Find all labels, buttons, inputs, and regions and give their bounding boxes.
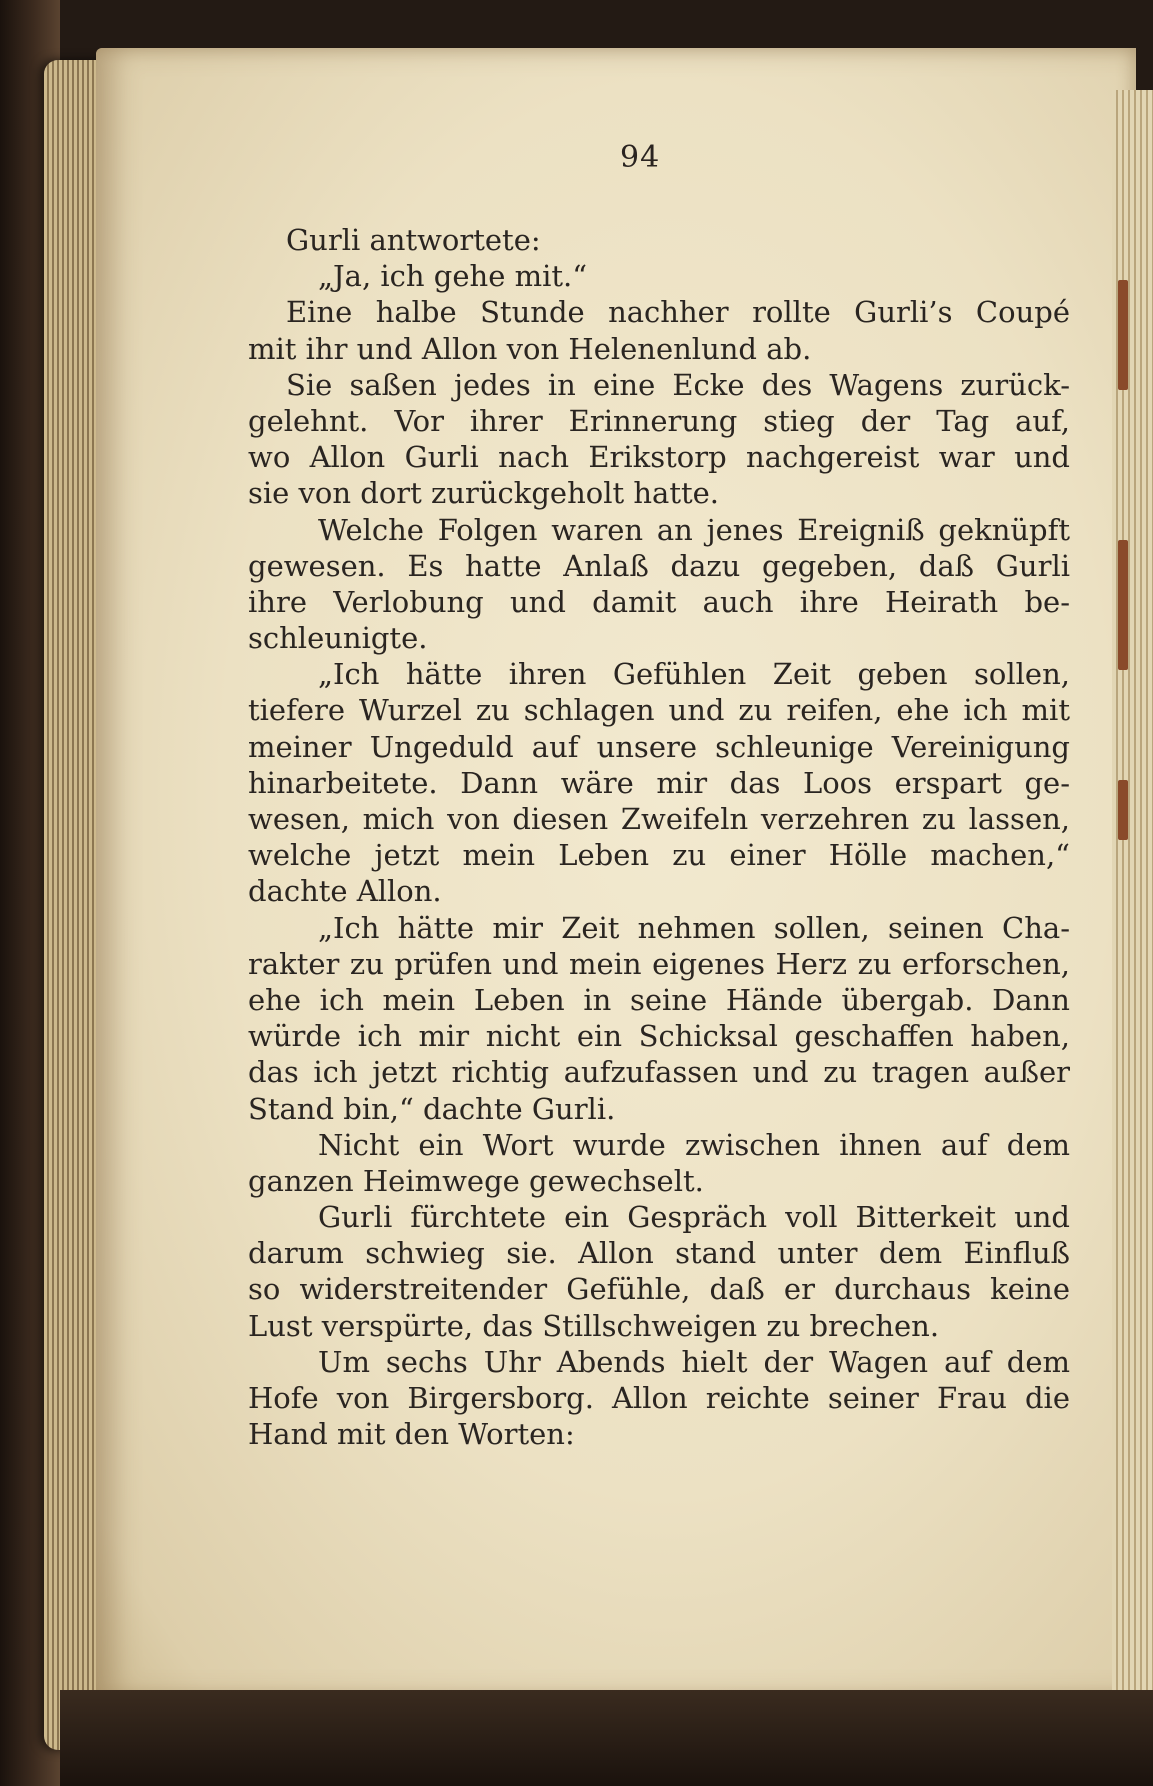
text-line: welche jetzt mein Leben zu einer Hölle machen,“ [248,838,1070,873]
text-line: dachte Allon. [248,874,442,909]
text-line: Welche Folgen waren an jenes Ereigniß geknüpft [318,512,1070,547]
page-number: 94 [620,140,661,175]
binding-shadow [60,1690,1153,1786]
text-line: tiefere Wurzel zu schlagen und zu reifen, ehe ich mit [248,693,1070,728]
text-line: würde ich mir nicht ein Schicksal geschaffen haben, [248,1019,1070,1054]
page-marker-tab [1118,780,1128,840]
text-line: Hand mit den Worten: [248,1417,575,1452]
text-line: so widerstreitender Gefühle, daß er durchaus keine [248,1272,1070,1307]
text-line: wo Allon Gurli nach Erikstorp nachgereist war und [248,440,1070,475]
text-line: Eine halbe Stunde nachher rollte Gurli’s Coupé [286,295,1070,330]
text-line: gewesen. Es hatte Anlaß dazu gegeben, daß Gurli [248,548,1070,583]
text-line: schleunigte. [248,621,428,656]
text-line: darum schwieg sie. Allon stand unter dem Einfluß [248,1236,1070,1271]
text-line: Lust verspürte, das Stillschweigen zu brechen. [248,1308,940,1343]
text-line: Stand bin,“ dachte Gurli. [248,1091,616,1126]
text-line: meiner Ungeduld auf unsere schleunige Vereinigung [248,729,1070,764]
text-line: Gurli antwortete: [286,223,541,257]
text-line: „Ich hätte ihren Gefühlen Zeit geben sollen, [318,657,1070,692]
text-line: mit ihr und Allon von Helenenlund ab. [248,331,812,366]
body-text [248,222,1070,1452]
text-line: Sie saßen jedes in eine Ecke des Wagens zurück- [286,367,1070,402]
text-line: ehe ich mein Leben in seine Hände übergab. Dann [248,982,1070,1017]
text-line: Um sechs Uhr Abends hielt der Wagen auf dem [318,1344,1070,1379]
text-line: Hofe von Birgersborg. Allon reichte seiner Frau die [248,1381,1070,1415]
page-marker-tab [1118,280,1128,390]
text-line: Gurli fürchtete ein Gespräch voll Bitterkeit und [318,1200,1070,1235]
text-line: Nicht ein Wort wurde zwischen ihnen auf dem [318,1127,1070,1162]
text-line: rakter zu prüfen und mein eigenes Herz zu erforschen, [248,946,1070,981]
text-line: „Ja, ich gehe mit.“ [318,259,588,294]
text-line: gelehnt. Vor ihrer Erinnerung stieg der Tag auf, [248,403,1070,438]
text-line: hinarbeitete. Dann wäre mir das Loos erspart ge- [248,765,1070,800]
page-marker-tab [1118,540,1128,670]
text-line: ihre Verlobung und damit auch ihre Heirath be- [248,584,1070,619]
text-line: „Ich hätte mir Zeit nehmen sollen, seinen Cha- [318,910,1070,945]
text-line: ganzen Heimwege gewechselt. [248,1163,704,1198]
text-line: das ich jetzt richtig aufzufassen und zu tragen außer [248,1055,1070,1090]
text-line: sie von dort zurückgeholt hatte. [248,476,720,511]
text-line: wesen, mich von diesen Zweifeln verzehren zu lassen, [248,802,1070,836]
